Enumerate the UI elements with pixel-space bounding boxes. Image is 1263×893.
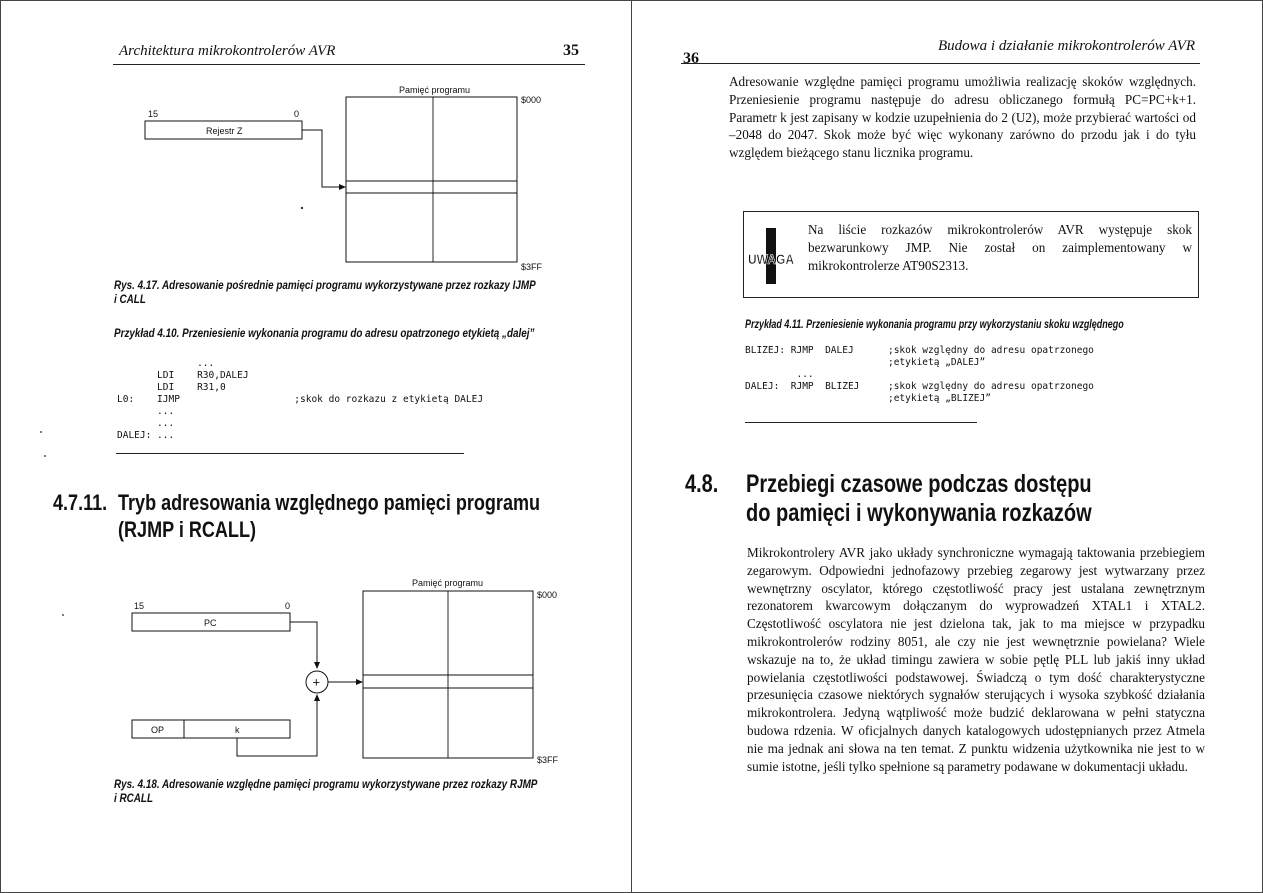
example-4-10-title: Przykład 4.10. Przeniesienie wykonania programu do adresu opatrzonego etykietą „dalej” — [114, 328, 535, 340]
right-page — [631, 0, 1263, 893]
pc-arrow-head — [314, 662, 320, 669]
warning-icon — [748, 226, 794, 286]
code-line: ... — [117, 418, 175, 429]
opcode-label: OP — [151, 725, 165, 735]
fig1-memory-label: Pamięć programu — [399, 85, 471, 95]
code-line: ;etykietą „BLIZEJ” — [745, 393, 991, 404]
fig2-caption-line1: Rys. 4.18. Adresowanie względne pamięci programu wykorzystywane przez rozkazy RJMP — [114, 779, 538, 791]
code-line: LDI R31,0 — [117, 382, 226, 393]
code-line: ... — [117, 358, 215, 369]
section-4-8-number: 4.8. — [685, 470, 719, 498]
body-paragraph: Mikrokontrolery AVR jako układy synchroniczne wymagają taktowania przebiegiem zegarowym. Odpowiedni jednofazowy przebieg zegarowy jest wytwarzany przez wewnętrzny oscylator, którego częstotliwość pracy jest ustalana zewnętrznym rezonatorem kwarcowym dołączanym do wyprowadzeń XTAL1 i XTAL2. Częstotliwość oscylatora nie jest dzielona tak, jak to ma miejsce w przypadku mikrokontrolerów rodziny 8051, ale czy nie jest wewnętrznie powielana? Wiele wskazuje na to, że układ timingu zawiera w sobie pętlę PLL lub jakiś inny układ powielania częstotliwości podstawowej. Świadczą o tym dość charakterystyczne przesunięcia czasowe niektórych sygnałów sterujących i wysoka szybkość działania mikrokontrolera. Jedyną wątpliwość może budzić deklarowana w pełni statyczna budowa rdzenia. W oficjalnych danych katalogowych udostępnianych przez Atmela nie ma jednak ani słowa na ten temat. Z punktu widzenia użytkownika nie jest to w sumie istotne, jeśli tylko spełnione są parametry podawane w dokumentacji układu. — [747, 545, 1205, 774]
code-line: LDI R30,DALEJ — [117, 370, 249, 381]
section-4-7-11-title-line2: (RJMP i RCALL) — [118, 517, 256, 542]
fig2-bit-low: 0 — [285, 601, 291, 611]
fig1-caption-line2: i CALL — [114, 294, 146, 306]
fig2-caption-line2: i RCALL — [114, 793, 154, 805]
right-page-number: 36 — [683, 50, 699, 67]
k-arrow-head — [314, 694, 320, 701]
fig2-bit-high: 15 — [134, 601, 145, 611]
k-to-adder-line — [237, 700, 317, 756]
fig2-memory-label: Pamięć programu — [412, 578, 484, 588]
figure-relative-addressing — [1, 1, 632, 893]
section-4-7-11-title-line1: Tryb adresowania względnego pamięci programu — [118, 490, 541, 515]
fig1-addr-bottom: $3FF — [521, 262, 543, 272]
intro-paragraph: Adresowanie względne pamięci programu umożliwia realizację skoków względnych. Przeniesienie programu następuje do adresu obliczanego formułą PC=PC+k+1. Parametr k jest zapisany w kodzie uzupełnienia do 2 (U2), może przybierać wartości od –2048 do 2047. Skok może być więc wykonany zarówno do przodu jak i do tyłu względem bieżącego stanu licznika programu. — [729, 74, 1196, 161]
note-text: Na liście rozkazów mikrokontrolerów AVR występuje skok bezwarunkowy JMP. Nie został on zaimplementowany w mikrokontrolerze AT90S2313. — [808, 222, 1192, 273]
pc-to-adder-line — [290, 622, 317, 663]
example-4-11-code — [745, 345, 1094, 405]
code-line: L0: IJMP ;skok do rozkazu z etykietą DALEJ — [117, 394, 484, 405]
fig2-addr-top: $000 — [537, 590, 558, 600]
fig2-addr-bottom: $3FF — [537, 755, 559, 765]
header-rule — [681, 63, 1200, 64]
example-end-rule — [745, 422, 977, 423]
left-running-header: Architektura mikrokontrolerów AVR — [119, 43, 336, 59]
fig1-caption-line1: Rys. 4.17. Adresowanie pośrednie pamięci programu wykorzystywane przez rozkazy IJMP — [114, 280, 536, 292]
left-page-number: 35 — [563, 42, 579, 59]
code-line: ... — [745, 369, 814, 380]
code-line: ... — [117, 406, 175, 417]
adder-arrow-head — [356, 679, 363, 685]
code-line: ;etykietą „DALEJ” — [745, 357, 986, 368]
section-4-7-11-number: 4.7.11. — [53, 490, 108, 515]
warning-icon-text: UWAGA — [748, 252, 795, 267]
code-line: DALEJ: ... — [117, 430, 175, 441]
note-box — [743, 211, 1199, 298]
adder-plus-sign: + — [312, 674, 321, 690]
code-line: BLIZEJ: RJMP DALEJ ;skok względny do adresu opatrzonego — [745, 345, 1094, 356]
offset-k-label: k — [235, 725, 240, 735]
code-line: DALEJ: RJMP BLIZEJ ;skok względny do adresu opatrzonego — [745, 381, 1094, 392]
section-4-8-title-line2: do pamięci i wykonywania rozkazów — [746, 499, 1092, 527]
section-4-8-title-line1: Przebiegi czasowe podczas dostępu — [746, 470, 1092, 498]
fig1-bit-low: 0 — [294, 109, 300, 119]
register-z-label: Rejestr Z — [206, 126, 243, 136]
example-4-11-title: Przykład 4.11. Przeniesienie wykonania programu przy wykorzystaniu skoku względnego — [745, 319, 1124, 331]
fig1-addr-top: $000 — [521, 95, 542, 105]
right-running-header: Budowa i działanie mikrokontrolerów AVR — [938, 38, 1196, 54]
pc-register-label: PC — [204, 618, 217, 628]
fig1-bit-high: 15 — [148, 109, 159, 119]
